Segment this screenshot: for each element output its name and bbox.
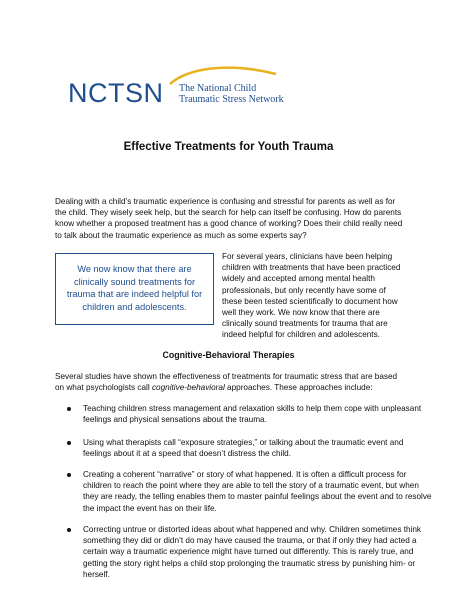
list-item-text: Creating a coherent “narrative” or story of what happened. It is often a difficult process for children to reach the point where they are able to tell the story of a traumatic event, but when they are ready, the telling enables them to master painful feelings about the event and to resolve the impact the event has on their life. <box>83 470 432 513</box>
page-title: Effective Treatments for Youth Trauma <box>123 141 334 153</box>
logo-subtitle-line1: The National Child <box>179 83 257 94</box>
list-item <box>55 437 433 459</box>
lead-text-after: approaches. These approaches include: <box>224 383 373 393</box>
list-item <box>55 469 433 514</box>
side-paragraph: For several years, clinicians have been helping children with treatments that have been practiced widely and accepted among mental health professionals, but only recently have some of these been tested scientifically to document how well they work. We now know that there are clinically sound treatments for trauma that are indeed helpful for children and adolescents. <box>222 252 401 340</box>
section-heading: Cognitive-Behavioral Therapies <box>162 350 295 360</box>
bullet-icon <box>67 528 71 532</box>
lead-text-italic: cognitive-behavioral <box>151 383 225 393</box>
logo-subtitle <box>179 83 284 105</box>
list-item-text: Correcting untrue or distorted ideas about what happened and why. Children sometimes think something they did or didn’t do may have caused the trauma, or that if only they had acted a certain way a traumatic experience might have turned out differently. This is rarely true, and getting the story right helps a child stop prolonging the traumatic stress by punishing him- or herself. <box>83 525 422 579</box>
bullet-icon <box>67 407 71 411</box>
list-item <box>55 524 433 580</box>
list-item-text: Teaching children stress management and relaxation skills to help them cope with unpleasant feelings and physical sensations about the trauma. <box>83 404 422 425</box>
bullet-icon <box>67 473 71 477</box>
nctsn-logo <box>68 64 308 110</box>
list-item-text: Using what therapists call “exposure strategies,” or talking about the traumatic event and feelings about it at a speed that doesn’t distress the child. <box>83 438 404 459</box>
logo-subtitle-line2: Traumatic Stress Network <box>179 94 284 105</box>
logo-mark: NCTSN <box>68 78 164 108</box>
list-item <box>55 403 433 425</box>
section-lead <box>55 371 405 393</box>
bullet-icon <box>67 441 71 445</box>
callout-box: We now know that there are clinically sound treatments for trauma that are indeed helpful for children and adolescents. <box>55 253 214 325</box>
lead-text-before: Several studies have shown the effectiveness of treatments for traumatic stress that are based on what psychologists call <box>55 372 398 393</box>
intro-paragraph: Dealing with a child’s traumatic experience is confusing and stressful for parents as well as for the child. They wisely seek help, but the search for help can itself be confusing. How do parents know whether a proposed treatment has a good chance of working? Does their child really need to talk about the traumatic experience as much as some experts say? <box>55 197 403 240</box>
